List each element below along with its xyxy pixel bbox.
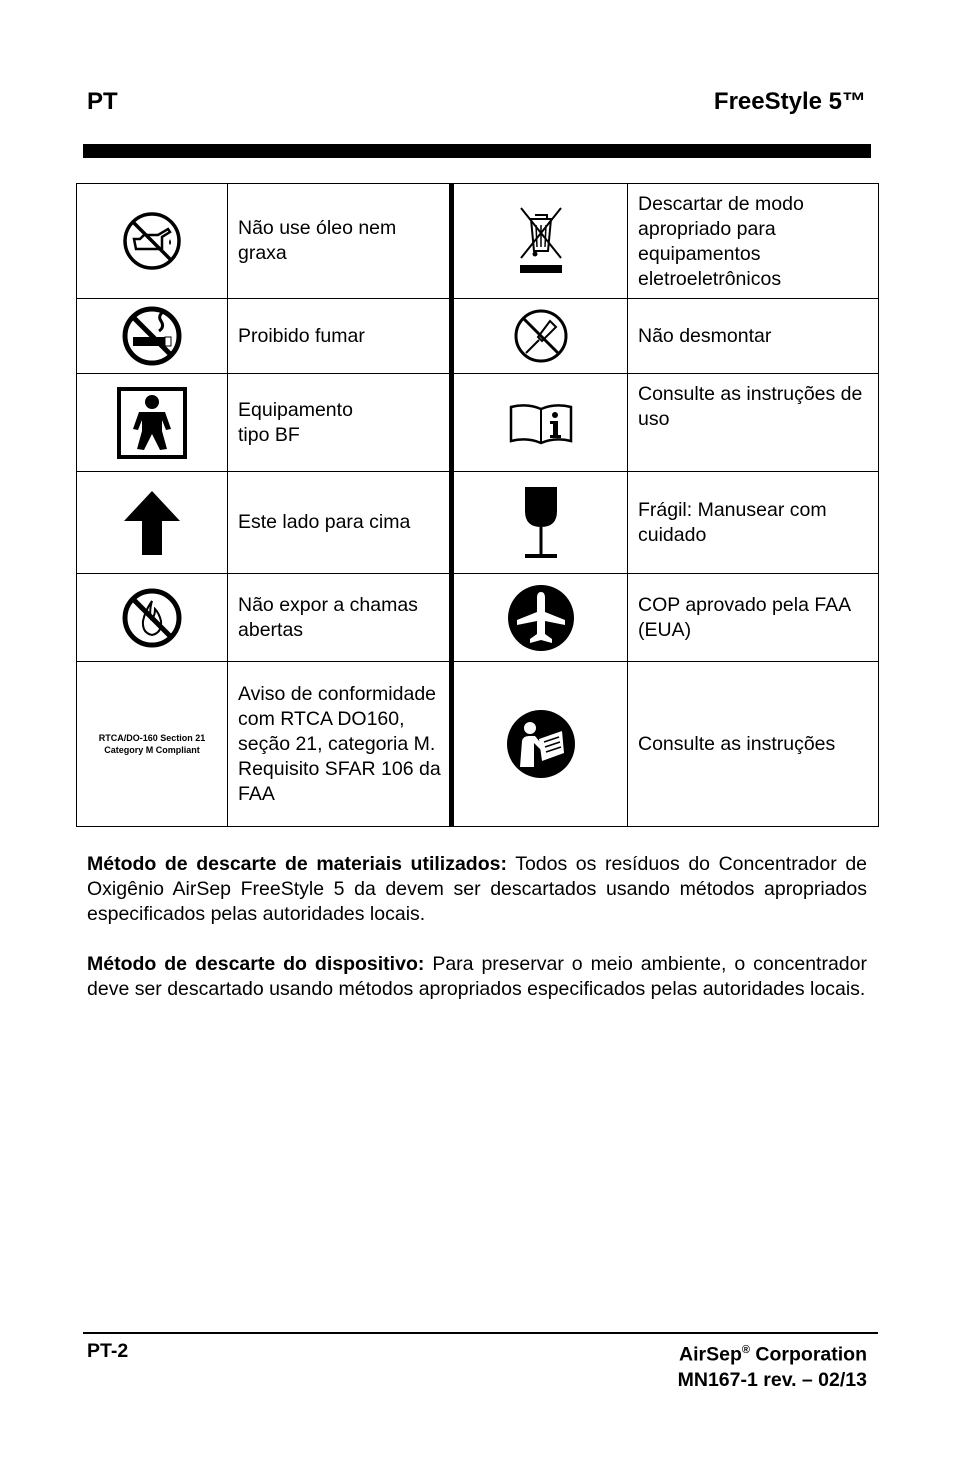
symbol-label-cell bbox=[228, 374, 452, 472]
symbol-cell bbox=[452, 662, 628, 827]
symbol-label: Consulte as instruções de uso bbox=[628, 374, 879, 472]
symbol-cell bbox=[452, 574, 628, 662]
symbol-cell bbox=[452, 472, 628, 574]
no-oil-grease-icon bbox=[122, 211, 182, 271]
symbol-row bbox=[77, 184, 879, 299]
no-smoking-icon bbox=[121, 305, 183, 367]
no-disassembly-icon bbox=[512, 307, 570, 365]
disposal-materials-paragraph bbox=[87, 852, 867, 927]
paragraph-text: Para preservar o meio ambiente, o concentrador deve ser descartado usando métodos apropriados especificados pelas autoridades locais. bbox=[87, 953, 867, 1000]
symbol-label: Não expor a chamas abertas bbox=[228, 574, 452, 662]
symbol-row bbox=[77, 574, 879, 662]
instructions-info-icon bbox=[507, 401, 575, 445]
read-manual-icon bbox=[506, 709, 576, 779]
symbol-cell bbox=[452, 299, 628, 374]
symbol-row bbox=[77, 374, 879, 472]
footer-divider bbox=[83, 1332, 878, 1334]
symbols-table bbox=[76, 183, 879, 827]
symbol-cell bbox=[452, 184, 628, 299]
symbol-label: Frágil: Manusear com cuidado bbox=[628, 472, 879, 574]
header-product-title: FreeStyle 5™ bbox=[713, 88, 866, 115]
no-open-flame-icon bbox=[121, 587, 183, 649]
header-language: PT bbox=[87, 88, 118, 115]
fragile-glass-icon bbox=[521, 485, 561, 561]
this-side-up-arrow-icon bbox=[122, 489, 182, 557]
paragraph-text: Todos os resíduos do Concentrador de Oxigênio AirSep FreeStyle 5 da devem ser descartados usando métodos apropriados especificados pelas autoridades locais. bbox=[87, 853, 868, 925]
rtca-compliance-mark bbox=[77, 732, 227, 756]
symbol-label: COP aprovado pela FAA (EUA) bbox=[628, 574, 879, 662]
symbol-cell bbox=[452, 374, 628, 472]
registered-mark: ® bbox=[741, 1344, 750, 1356]
symbol-label: Descartar de modo apropriado para equipamentos eletroeletrônicos bbox=[628, 184, 879, 299]
symbol-row bbox=[77, 299, 879, 374]
footer-page-number: PT-2 bbox=[87, 1340, 129, 1362]
symbol-cell bbox=[77, 374, 228, 472]
rtca-mark-line: RTCA/DO-160 Section 21 bbox=[98, 733, 206, 743]
paragraph-heading: Método de descarte do dispositivo: bbox=[87, 953, 425, 975]
weee-crossed-bin-icon bbox=[516, 205, 566, 277]
company-suffix: Corporation bbox=[750, 1343, 867, 1366]
company-name: AirSep bbox=[679, 1343, 742, 1366]
symbol-cell bbox=[77, 184, 228, 299]
symbol-row bbox=[77, 662, 879, 827]
symbol-cell bbox=[77, 472, 228, 574]
symbol-label-line: Equipamento bbox=[238, 398, 353, 421]
symbol-label: Este lado para cima bbox=[228, 472, 452, 574]
symbol-row bbox=[77, 472, 879, 574]
symbol-label: Aviso de conformidade com RTCA DO160, seção 21, categoria M. Requisito SFAR 106 da FAA bbox=[228, 662, 452, 827]
symbol-label: Não use óleo nem graxa bbox=[228, 184, 452, 299]
paragraph-heading: Método de descarte de materiais utilizados: bbox=[87, 853, 507, 875]
symbol-cell bbox=[77, 299, 228, 374]
symbol-label: Consulte as instruções bbox=[628, 662, 879, 827]
disposal-device-paragraph bbox=[87, 952, 867, 1002]
header-divider bbox=[83, 144, 871, 158]
footer-company-name bbox=[678, 1338, 867, 1368]
footer-company-block bbox=[678, 1338, 867, 1393]
symbol-cell bbox=[77, 574, 228, 662]
symbol-label-line: tipo BF bbox=[238, 423, 300, 446]
footer-doc-revision: MN167-1 rev. – 02/13 bbox=[677, 1368, 867, 1391]
type-bf-icon bbox=[117, 387, 187, 459]
rtca-mark-line: Category M Compliant bbox=[104, 745, 200, 755]
airplane-icon bbox=[507, 584, 575, 652]
rtca-compliance-cell bbox=[77, 662, 228, 827]
symbol-label: Não desmontar bbox=[628, 299, 879, 374]
symbol-label: Proibido fumar bbox=[228, 299, 452, 374]
